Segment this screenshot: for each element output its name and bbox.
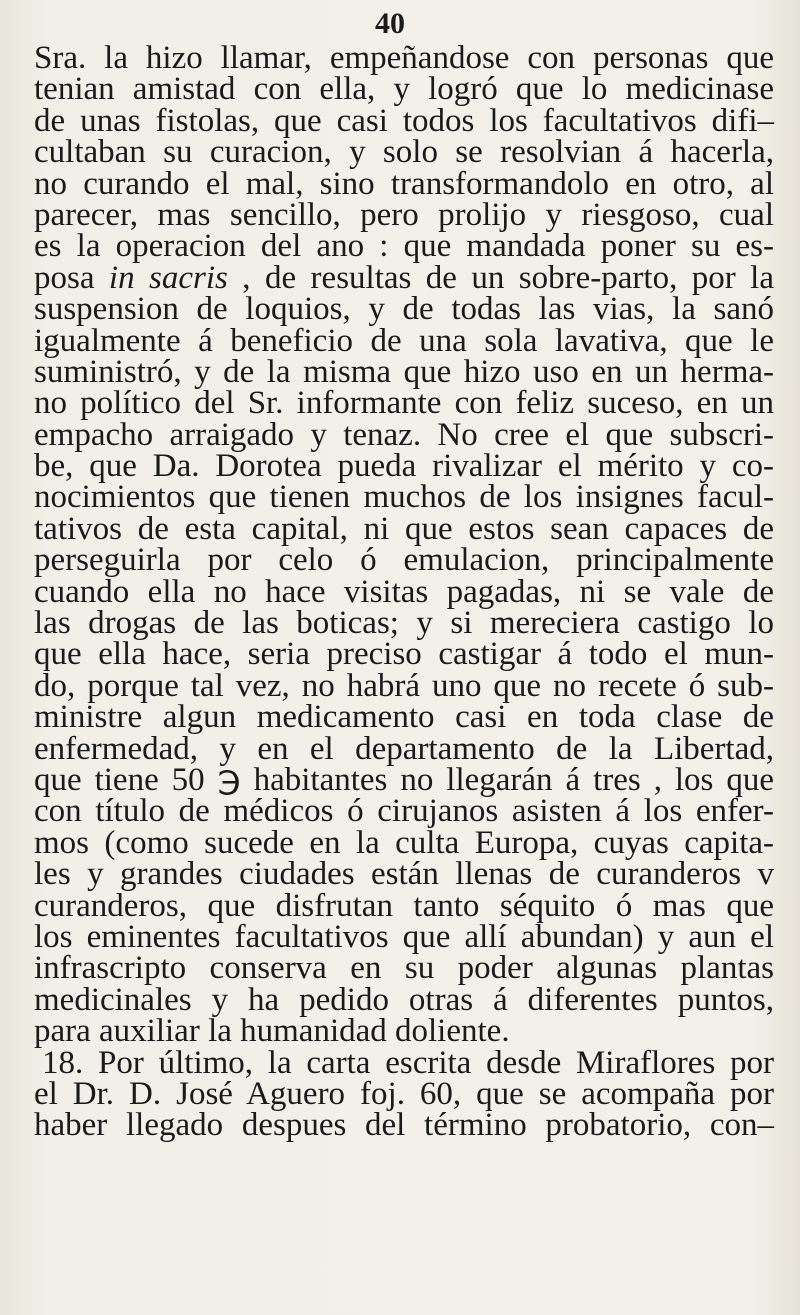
- text-line: que ella hace, seria preciso castigar á todo el mun-: [34, 636, 774, 673]
- text-line: ministre algun medicamento casi en toda clase de: [34, 699, 774, 736]
- text-line: infrascripto conserva en su poder algunas plantas: [34, 950, 774, 987]
- text-line: curanderos, que disfrutan tanto séquito ó mas que: [34, 887, 774, 924]
- text-line: suministró, y de la misma que hizo uso en un herma-: [34, 353, 774, 390]
- text-line: nocimientos que tienen muchos de los insignes facul-: [34, 479, 774, 516]
- page-number: 40: [375, 7, 405, 40]
- text-line: de unas fistolas, que casi todos los facultativos difi–: [34, 102, 774, 139]
- text-line: cuando ella no hace visitas pagadas, ni se vale de: [34, 573, 774, 610]
- text-line: es la operacion del ano : que mandada poner su es-: [34, 228, 774, 265]
- text-line-with-italic: posa in sacris , de resultas de un sobre-parto, por la: [34, 259, 774, 296]
- text-line: parecer, mas sencillo, pero prolijo y riesgoso, cual: [34, 196, 774, 233]
- text-line: los eminentes facultativos que allí abundan) y aun el: [34, 918, 774, 955]
- text-line: les y grandes ciudades están llenas de curanderos v: [34, 856, 774, 893]
- text-line: mos (como sucede en la culta Europa, cuyas capita-: [34, 824, 774, 861]
- text-line: medicinales y ha pedido otras á diferentes puntos,: [34, 981, 774, 1018]
- text-line: tenian amistad con ella, y logró que lo medicinase: [34, 71, 774, 108]
- text-line: be, que Da. Dorotea pueda rivalizar el mérito y co-: [34, 448, 774, 485]
- text-line: igualmente á beneficio de una sola lavativa, que le: [34, 322, 774, 359]
- text-line: empacho arraigado y tenaz. No cree el que subscri-: [34, 416, 774, 453]
- text-line: suspension de loquios, y de todas las vias, la sanó: [34, 291, 774, 328]
- text-line: haber llegado despues del término probatorio, con–: [34, 1107, 774, 1144]
- text-line: perseguirla por celo ó emulacion, principalmente: [34, 542, 774, 579]
- text-line: cultaban su curacion, y solo se resolvian á hacerla,: [34, 134, 774, 171]
- text-line: el Dr. D. José Aguero foj. 60, que se acompaña por: [34, 1075, 774, 1112]
- text-line: do, porque tal vez, no habrá uno que no recete ó sub-: [34, 667, 774, 704]
- text-line: las drogas de las boticas; y si mereciera castigo lo: [34, 605, 774, 642]
- paragraph-end-line: para auxiliar la humanidad doliente.: [34, 1013, 510, 1050]
- text-line: 18. Por último, la carta escrita desde Miraflores por: [42, 1044, 774, 1081]
- text-line: que tiene 50 ℈ habitantes no llegarán á tres , los que: [34, 761, 774, 798]
- body-text: [34, 40, 774, 1144]
- text-line: no curando el mal, sino transformandolo en otro, al: [34, 165, 774, 202]
- text-line: tativos de esta capital, ni que estos sean capaces de: [34, 510, 774, 547]
- text-line: Sra. la hizo llamar, empeñandose con personas que: [34, 40, 774, 76]
- text-line: con título de médicos ó cirujanos asisten á los enfer-: [34, 793, 774, 830]
- italic-phrase: in sacris: [108, 259, 228, 296]
- text-line: no político del Sr. informante con feliz suceso, en un: [34, 385, 774, 422]
- text-line: enfermedad, y en el departamento de la Libertad,: [34, 730, 774, 767]
